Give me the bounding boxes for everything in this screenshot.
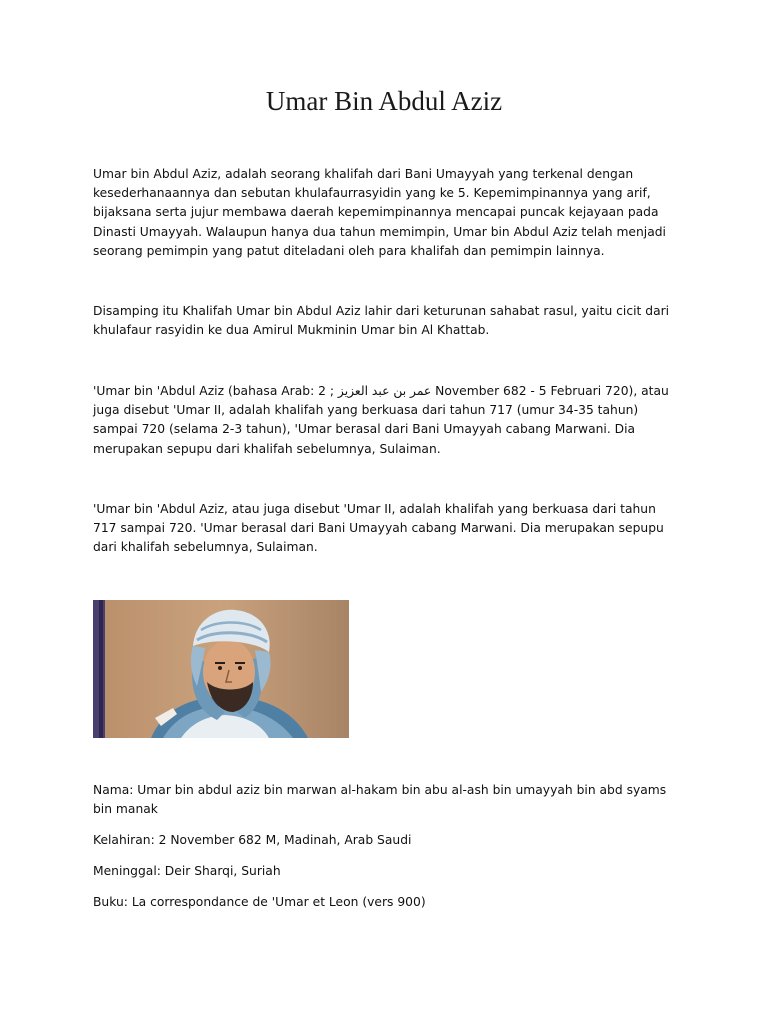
paragraph-summary: 'Umar bin 'Abdul Aziz, atau juga disebut 'Umar II, adalah khalifah yang berkuasa dari tahun 717 sampai 720. 'Umar berasal dari Bani Umayyah cabang Marwani. Dia merupakan sepupu dari khalifah sebelumnya, Sulaiman. bbox=[93, 502, 664, 555]
page-title: Umar Bin Abdul Aziz bbox=[265, 86, 503, 116]
paragraph-intro: Umar bin Abdul Aziz, adalah seorang khalifah dari Bani Umayyah yang terkenal dengan kesederhanaannya dan sebutan khulafaurrasyidin yang ke 5. Kepemimpinannya yang arif, bijaksana serta jujur membawa daerah kepemimpinannya mencapai puncak kejayaan pada Dinasti Umayyah. Walaupun hanya dua tahun memimpin, Umar bin Abdul Aziz telah menjadi seorang pemimpin yang patut diteladani oleh para khalifah dan pemimpin lainnya. bbox=[93, 167, 666, 258]
info-name: Nama: Umar bin abdul aziz bin marwan al-hakam bin abu al-ash bin umayyah bin abd syams bin manak bbox=[93, 783, 667, 817]
portrait-image bbox=[93, 600, 349, 738]
paragraph-lineage: Disamping itu Khalifah Umar bin Abdul Aziz lahir dari keturunan sahabat rasul, yaitu cicit dari khulafaur rasyidin ke dua Amirul Mukminin Umar bin Al Khattab. bbox=[93, 304, 670, 338]
info-death: Meninggal: Deir Sharqi, Suriah bbox=[93, 864, 281, 878]
info-book: Buku: La correspondance de 'Umar et Leon (vers 900) bbox=[93, 895, 426, 909]
info-birth: Kelahiran: 2 November 682 M, Madinah, Arab Saudi bbox=[93, 833, 412, 847]
paragraph-reign: 'Umar bin 'Abdul Aziz (bahasa Arab: عمر بن عبد العزيز ; 2 November 682 - 5 Februari 720), atau juga disebut 'Umar II, adalah khalifah yang berkuasa dari tahun 717 (umur 34-35 tahun) sampai 720 (selama 2-3 tahun), 'Umar berasal dari Bani Umayyah cabang Marwani. Dia merupakan sepupu dari khalifah sebelumnya, Sulaiman. bbox=[93, 384, 669, 456]
